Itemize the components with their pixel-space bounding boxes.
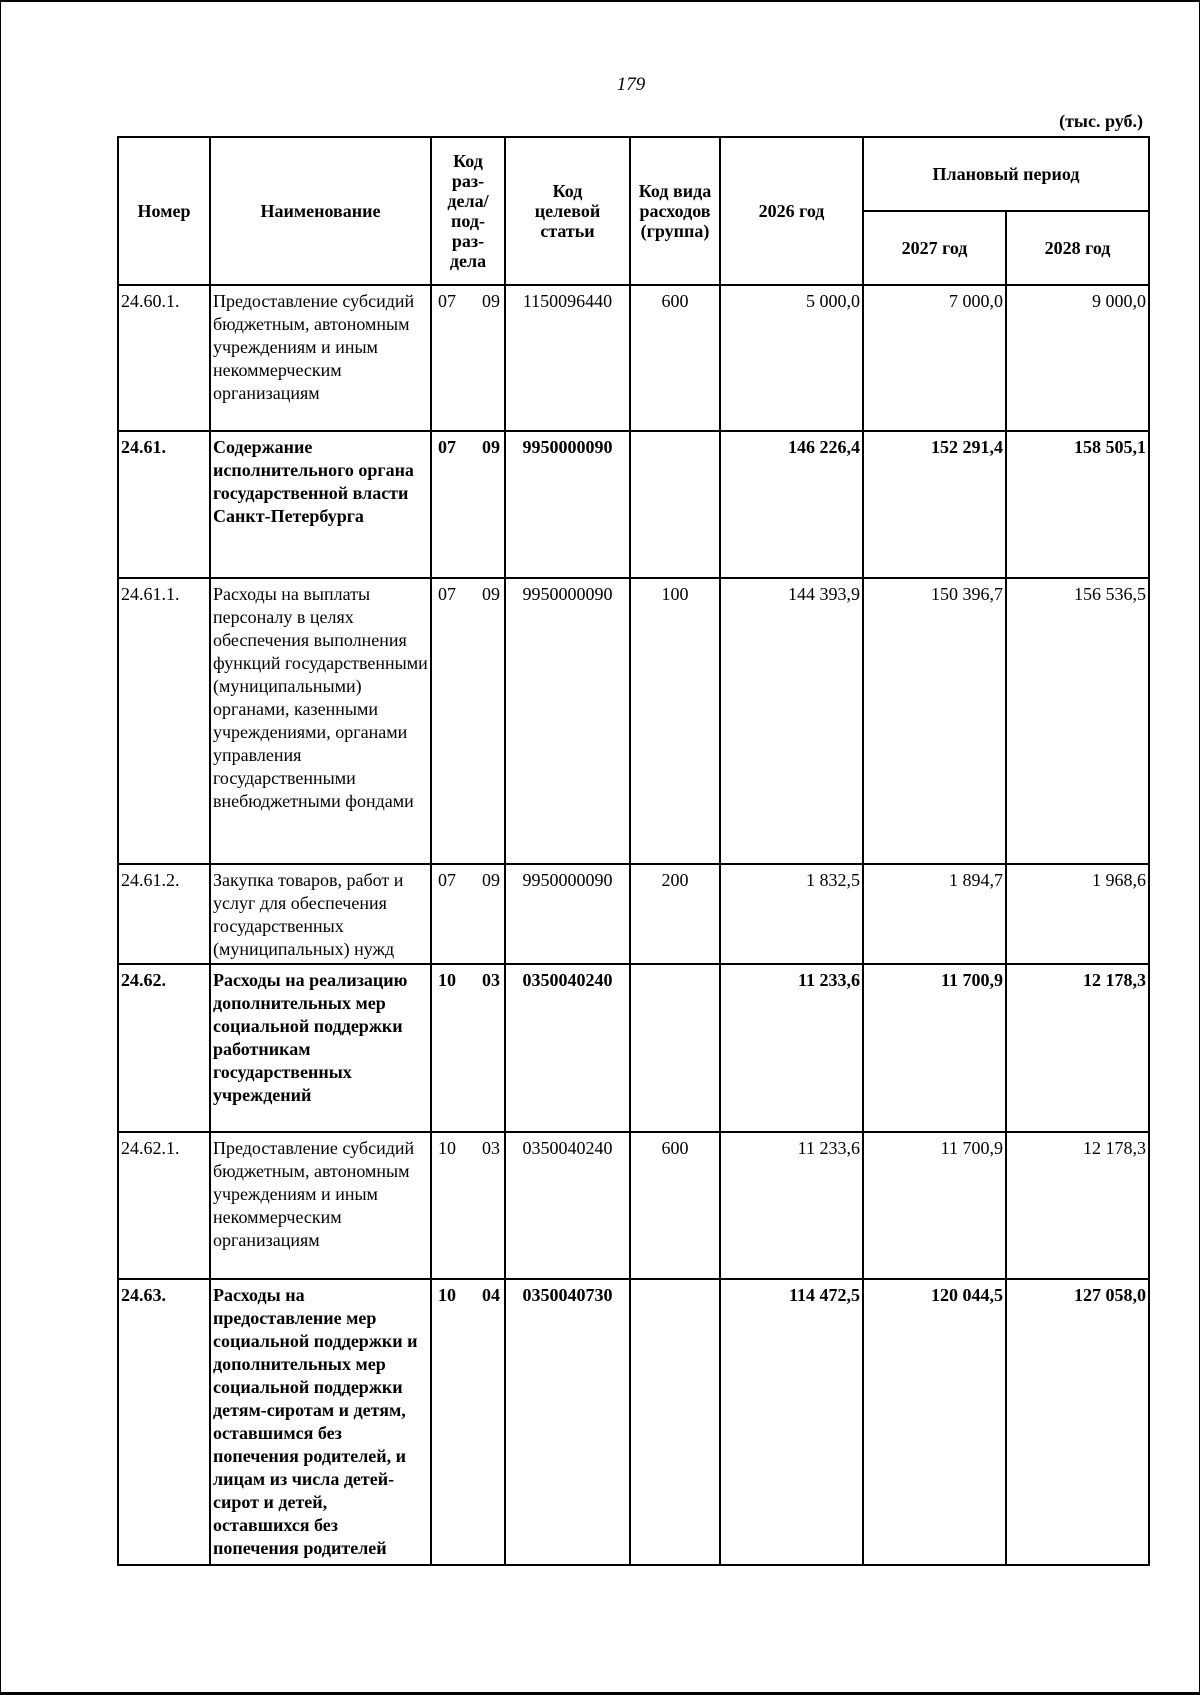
header-number: Номер [118, 137, 210, 285]
row-value-2026: 1 832,5 [720, 864, 863, 964]
row-value-2028: 156 536,5 [1006, 578, 1149, 864]
row-value-2027: 11 700,9 [863, 1132, 1006, 1279]
table-row [118, 964, 1149, 1132]
row-value-2026: 11 233,6 [720, 1132, 863, 1279]
budget-table [117, 136, 1150, 1566]
table-row [118, 1279, 1149, 1565]
row-target-code: 9950000090 [505, 578, 630, 864]
subsection-code: 09 [482, 584, 500, 604]
row-section [431, 964, 505, 1132]
row-value-2027: 152 291,4 [863, 431, 1006, 578]
section-code: 07 [438, 437, 456, 457]
row-section [431, 1132, 505, 1279]
section-code: 10 [438, 970, 456, 990]
row-name: Расходы на реализацию дополнительных мер социальной поддержки работникам государственных учреждений [210, 964, 431, 1132]
row-target-code: 0350040240 [505, 1132, 630, 1279]
row-value-2027: 150 396,7 [863, 578, 1006, 864]
subsection-code: 03 [482, 970, 500, 990]
row-value-2027: 11 700,9 [863, 964, 1006, 1132]
row-value-2027: 1 894,7 [863, 864, 1006, 964]
row-value-2026: 5 000,0 [720, 285, 863, 431]
row-target-code: 9950000090 [505, 864, 630, 964]
row-value-2026: 144 393,9 [720, 578, 863, 864]
row-expense-group [630, 431, 720, 578]
table-row [118, 431, 1149, 578]
table-row [118, 285, 1149, 431]
row-section [431, 285, 505, 431]
row-number: 24.62. [118, 964, 210, 1132]
row-target-code: 0350040730 [505, 1279, 630, 1565]
row-section [431, 1279, 505, 1565]
subsection-code: 09 [482, 291, 500, 311]
subsection-code: 04 [482, 1285, 500, 1305]
row-name: Расходы на предоставление мер социальной поддержки и дополнительных мер социальной поддержки детям-сиротам и детям, оставшимся без попечения родителей, и лицам из числа детей-сирот и детей, оставшихся без попечения родителей [210, 1279, 431, 1565]
row-section [431, 578, 505, 864]
header-2026: 2026 год [720, 137, 863, 285]
row-number: 24.61.2. [118, 864, 210, 964]
row-name: Предоставление субсидий бюджетным, автономным учреждениям и иным некоммерческим организациям [210, 285, 431, 431]
table-row [118, 1132, 1149, 1279]
row-value-2028: 12 178,3 [1006, 964, 1149, 1132]
row-number: 24.60.1. [118, 285, 210, 431]
row-target-code: 0350040240 [505, 964, 630, 1132]
subsection-code: 09 [482, 870, 500, 890]
row-value-2026: 146 226,4 [720, 431, 863, 578]
row-value-2026: 11 233,6 [720, 964, 863, 1132]
row-section [431, 431, 505, 578]
row-name: Закупка товаров, работ и услуг для обеспечения государственных (муниципальных) нужд [210, 864, 431, 964]
header-expense-type: Код вида расходов (группа) [630, 137, 720, 285]
row-expense-group: 200 [630, 864, 720, 964]
row-target-code: 1150096440 [505, 285, 630, 431]
row-number: 24.63. [118, 1279, 210, 1565]
subsection-code: 03 [482, 1138, 500, 1158]
section-code: 07 [438, 584, 456, 604]
row-value-2028: 127 058,0 [1006, 1279, 1149, 1565]
header-target: Код целевой статьи [505, 137, 630, 285]
row-target-code: 9950000090 [505, 431, 630, 578]
table-row [118, 578, 1149, 864]
row-value-2026: 114 472,5 [720, 1279, 863, 1565]
row-expense-group [630, 1279, 720, 1565]
header-2027: 2027 год [863, 211, 1006, 285]
row-expense-group: 100 [630, 578, 720, 864]
row-value-2027: 7 000,0 [863, 285, 1006, 431]
header-2028: 2028 год [1006, 211, 1149, 285]
row-expense-group: 600 [630, 1132, 720, 1279]
row-value-2028: 1 968,6 [1006, 864, 1149, 964]
section-code: 10 [438, 1285, 456, 1305]
row-number: 24.61.1. [118, 578, 210, 864]
units-label: (тыс. руб.) [1059, 111, 1143, 131]
subsection-code: 09 [482, 437, 500, 457]
row-expense-group [630, 964, 720, 1132]
row-number: 24.61. [118, 431, 210, 578]
row-value-2028: 158 505,1 [1006, 431, 1149, 578]
header-row [118, 137, 1149, 211]
header-planned-period: Плановый период [863, 137, 1149, 211]
row-section [431, 864, 505, 964]
header-name: Наименование [210, 137, 431, 285]
row-value-2028: 12 178,3 [1006, 1132, 1149, 1279]
row-number: 24.62.1. [118, 1132, 210, 1279]
section-code: 10 [438, 1138, 456, 1158]
row-value-2027: 120 044,5 [863, 1279, 1006, 1565]
section-code: 07 [438, 291, 456, 311]
row-value-2028: 9 000,0 [1006, 285, 1149, 431]
row-expense-group: 600 [630, 285, 720, 431]
table-row [118, 864, 1149, 964]
section-code: 07 [438, 870, 456, 890]
row-name: Содержание исполнительного органа государственной власти Санкт-Петербурга [210, 431, 431, 578]
row-name: Предоставление субсидий бюджетным, автономным учреждениям и иным некоммерческим организациям [210, 1132, 431, 1279]
page-number: 179 [616, 74, 646, 95]
header-section: Код раз-дела/ под-раз-дела [431, 137, 505, 285]
row-name: Расходы на выплаты персоналу в целях обеспечения выполнения функций государственными (муниципальными) органами, казенными учреждениями, органами управления государственными внебюджетными фондами [210, 578, 431, 864]
